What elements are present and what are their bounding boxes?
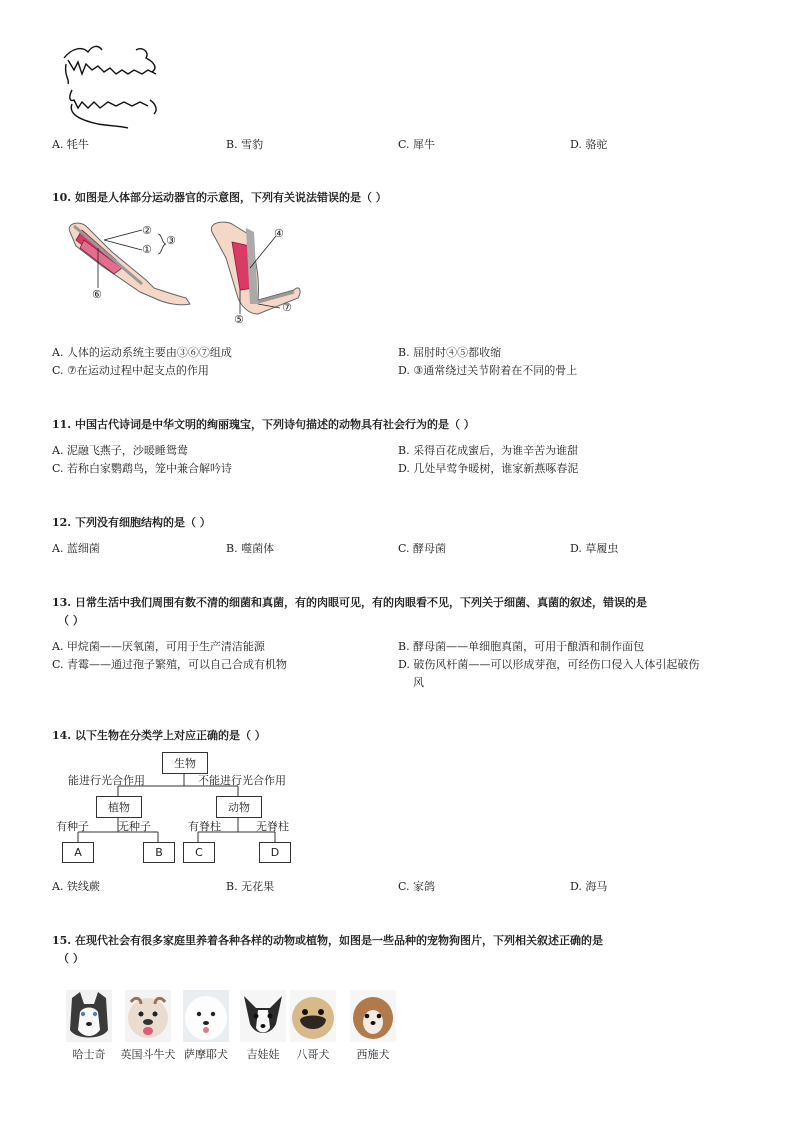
chihuahua-photo bbox=[240, 990, 286, 1042]
q11-option-c: C. 若称白家鹦鹉鸟，笼中兼合解吟诗 bbox=[52, 462, 233, 475]
pug-photo bbox=[290, 990, 336, 1042]
arm-label-6: ⑥ bbox=[92, 288, 102, 301]
q12-option-c: C. 酵母菌 bbox=[398, 542, 447, 555]
q11-option-d: D. 几处早莺争暖树，谁家新燕啄春泥 bbox=[398, 462, 579, 475]
tree-no-seed-label: 无种子 bbox=[118, 820, 151, 833]
q12-stem: 12. 下列没有细胞结构的是（ ） bbox=[52, 516, 211, 529]
q13-option-b: B. 酵母菌——单细胞真菌，可用于酿酒和制作面包 bbox=[398, 640, 645, 653]
q12-option-d: D. 草履虫 bbox=[570, 542, 619, 555]
q14-stem: 14. 以下生物在分类学上对应正确的是（ ） bbox=[52, 729, 266, 742]
q14-option-a: A. 铁线蕨 bbox=[52, 880, 100, 893]
tree-right-branch-label: 不能进行光合作用 bbox=[198, 774, 286, 787]
q13-stem: 13. 日常生活中我们周围有数不清的细菌和真菌，有的肉眼可见，有的肉眼看不见，下列关于细菌、真菌的叙述，错误的是 bbox=[52, 596, 647, 609]
husky-photo bbox=[66, 990, 112, 1042]
q9-option-a: A. 牦牛 bbox=[52, 138, 89, 151]
q9-option-c: C. 犀牛 bbox=[398, 138, 436, 151]
tree-leaf-c: C bbox=[183, 842, 215, 863]
dog-label-bulldog: 英国斗牛犬 bbox=[120, 1048, 176, 1061]
q11-option-a: A. 泥融飞燕子，沙暖睡鸳鸯 bbox=[52, 444, 188, 457]
q11-stem: 11. 中国古代诗词是中华文明的绚丽瑰宝，下列诗句描述的动物具有社会行为的是（ ） bbox=[52, 418, 475, 431]
dog-label-husky: 哈士奇 bbox=[72, 1048, 106, 1061]
dog-label-pug: 八哥犬 bbox=[296, 1048, 330, 1061]
arm-label-1: ① bbox=[142, 243, 152, 256]
dog-label-chihuahua: 吉娃娃 bbox=[246, 1048, 280, 1061]
q10-option-c: C. ⑦在运动过程中起支点的作用 bbox=[52, 364, 209, 377]
q15-stem: 15. 在现代社会有很多家庭里养着各种各样的动物或植物，如图是一些品种的宠物狗图片，下列相关叙述正确的是 bbox=[52, 934, 603, 947]
shih-tzu-photo bbox=[350, 990, 396, 1042]
arm-label-7: ⑦ bbox=[282, 301, 292, 314]
tree-animal-box: 动物 bbox=[216, 796, 262, 818]
dog-label-shih-tzu: 西施犬 bbox=[356, 1048, 390, 1061]
q12-option-a: A. 蓝细菌 bbox=[52, 542, 100, 555]
q9-option-d: D. 骆驼 bbox=[570, 138, 608, 151]
tree-with-seed-label: 有种子 bbox=[56, 820, 89, 833]
arm-label-2: ② bbox=[142, 224, 152, 237]
q13-option-a: A. 甲烷菌——厌氧菌，可用于生产清洁能源 bbox=[52, 640, 265, 653]
q10-option-d: D. ③通常绕过关节附着在不同的骨上 bbox=[398, 364, 578, 377]
dog-label-samoyed: 萨摩耶犬 bbox=[184, 1048, 228, 1061]
tree-root-box: 生物 bbox=[162, 752, 208, 774]
q10-option-a: A. 人体的运动系统主要由③⑥⑦组成 bbox=[52, 346, 232, 359]
bulldog-photo bbox=[125, 990, 171, 1042]
tree-left-branch-label: 能进行光合作用 bbox=[68, 774, 145, 787]
q15-stem-cont: （ ） bbox=[58, 952, 84, 965]
tree-leaf-b: B bbox=[143, 842, 175, 863]
arm-label-3: ③ bbox=[166, 234, 176, 247]
q10-option-b: B. 屈肘时④⑤都收缩 bbox=[398, 346, 502, 359]
q13-stem-cont: （ ） bbox=[58, 614, 84, 627]
q14-option-d: D. 海马 bbox=[570, 880, 608, 893]
tree-plant-box: 植物 bbox=[96, 796, 142, 818]
arm-label-5: ⑤ bbox=[234, 313, 244, 326]
tree-invertebrate-label: 无脊柱 bbox=[256, 820, 289, 833]
q13-option-d-cont: 风 bbox=[413, 676, 424, 689]
q9-option-b: B. 雪豹 bbox=[226, 138, 264, 151]
arm-label-4: ④ bbox=[274, 227, 284, 240]
q14-option-b: B. 无花果 bbox=[226, 880, 275, 893]
samoyed-photo bbox=[183, 990, 229, 1042]
q11-option-b: B. 采得百花成蜜后，为谁辛苦为谁甜 bbox=[398, 444, 579, 457]
tree-leaf-a: A bbox=[62, 842, 94, 863]
tree-leaf-d: D bbox=[259, 842, 291, 863]
tree-vertebrate-label: 有脊柱 bbox=[188, 820, 221, 833]
q12-option-b: B. 噬菌体 bbox=[226, 542, 275, 555]
q13-option-c: C. 青霉——通过孢子繁殖，可以自己合成有机物 bbox=[52, 658, 288, 671]
q10-stem: 10. 如图是人体部分运动器官的示意图，下列有关说法错误的是（ ） bbox=[52, 191, 387, 204]
q14-option-c: C. 家鸽 bbox=[398, 880, 436, 893]
q13-option-d: D. 破伤风杆菌——可以形成芽孢，可经伤口侵入人体引起破伤 bbox=[398, 658, 700, 671]
